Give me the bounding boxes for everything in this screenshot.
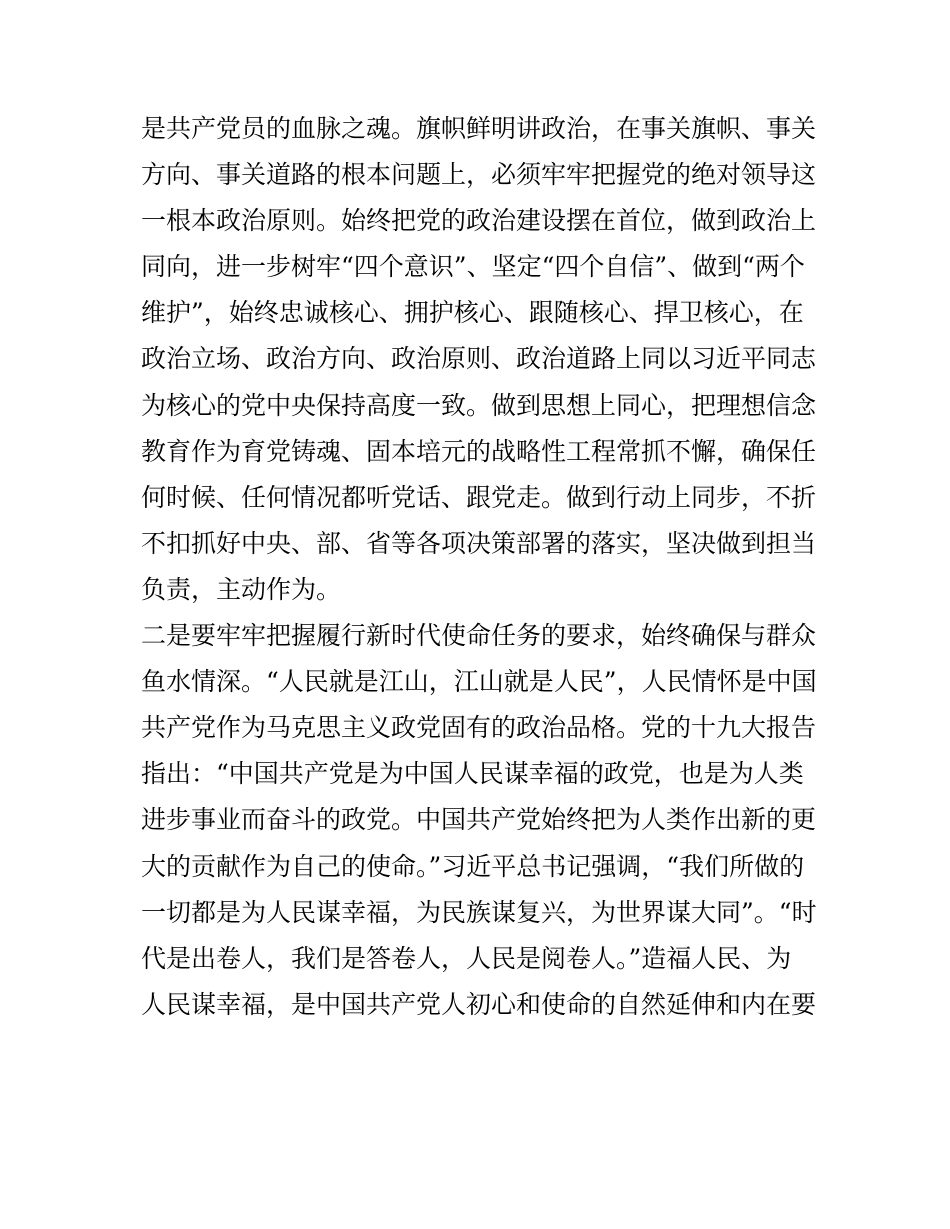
text-line: 一根本政治原则。始终把党的政治建设摆在首位，做到政治上: [141, 206, 817, 236]
text-line: 二是要牢牢把握履行新时代使命任务的要求，始终确保与群众: [141, 621, 817, 651]
text-line: 不扣抓好中央、部、省等各项决策部署的落实，坚决做到担当: [141, 528, 817, 558]
text-line: 方向、事关道路的根本问题上，必须牢牢把握党的绝对领导这: [141, 160, 817, 190]
text-line: 一切都是为人民谋幸福，为民族谋复兴，为世界谋大同”。“时: [141, 897, 817, 927]
text-line: 维护”，始终忠诚核心、拥护核心、跟随核心、捍卫核心，在: [141, 298, 804, 328]
text-line: 何时候、任何情况都听党话、跟党走。做到行动上同步，不折: [141, 482, 817, 512]
text-line: 代是出卷人，我们是答卷人，人民是阅卷人。”造福人民、为: [141, 943, 792, 973]
text-line: 为核心的党中央保持高度一致。做到思想上同心，把理想信念: [141, 390, 817, 420]
text-line: 同向，进一步树牢“四个意识”、坚定“四个自信”、做到“两个: [141, 252, 805, 282]
text-line: 共产党作为马克思主义政党固有的政治品格。党的十九大报告: [141, 713, 817, 743]
text-line: 负责，主动作为。: [141, 574, 342, 604]
text-line: 教育作为育党铸魂、固本培元的战略性工程常抓不懈，确保任: [141, 436, 817, 466]
text-line: 政治立场、政治方向、政治原则、政治道路上同以习近平同志: [141, 344, 817, 374]
text-line: 人民谋幸福，是中国共产党人初心和使命的自然延伸和内在要: [141, 989, 817, 1019]
text-line: 是共产党员的血脉之魂。旗帜鲜明讲政治，在事关旗帜、事关: [141, 114, 817, 143]
text-line: 进步事业而奋斗的政党。中国共产党始终把为人类作出新的更: [141, 805, 817, 835]
text-line: 鱼水情深。“人民就是江山，江山就是人民”，人民情怀是中国: [141, 667, 817, 697]
text-line: 指出：“中国共产党是为中国人民谋幸福的政党，也是为人类: [141, 759, 804, 789]
document-body: [141, 106, 821, 1028]
text-line: 大的贡献作为自己的使命。”习近平总书记强调，“我们所做的: [141, 851, 805, 881]
